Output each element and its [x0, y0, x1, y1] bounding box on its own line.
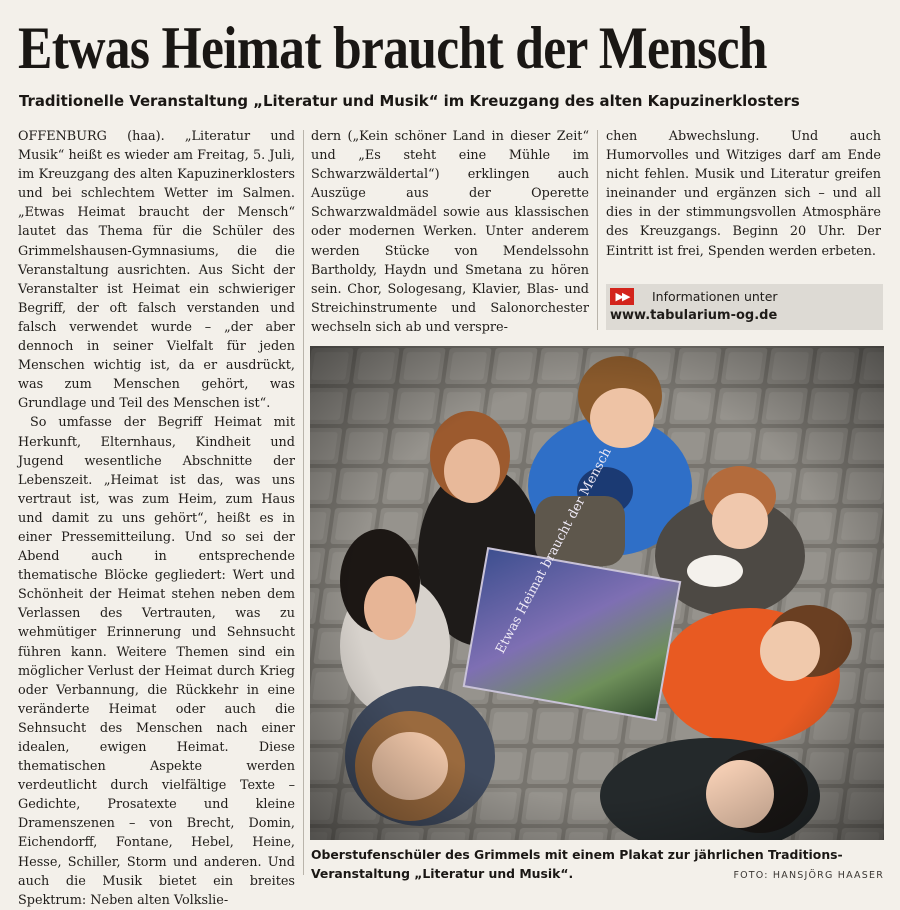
- fast-forward-icon: ▶▶: [610, 288, 634, 305]
- photo-credit: FOTO: HANSJÖRG HAASER: [733, 870, 884, 881]
- paragraph-4: chen Abwechslung. Und auch Humorvolles und Witziges darf am Ende nicht fehlen. Musik und Literatur greifen ineinander und ergänzen sich – und all dies in der stimmungsvollen Atmosphäre des Kreuzgangs. Beginn 20 Uhr. Der Eintritt ist frei, Spenden werden erbeten.: [606, 129, 881, 259]
- article-column-1: [18, 127, 295, 908]
- subheadline: Traditionelle Veranstaltung „Literatur und Musik“ im Kreuzgang des alten Kapuzinerklosters: [19, 92, 800, 110]
- info-box: [606, 284, 883, 330]
- headline: Etwas Heimat braucht der Mensch: [18, 15, 767, 81]
- info-label: Informationen unter: [652, 289, 778, 304]
- column-divider: [303, 130, 304, 875]
- paragraph-2: So umfasse der Begriff Heimat mit Herkunft, Elternhaus, Kindheit und Jugend wesentliche Abschnitte der Lebenszeit. „Heimat ist das, was uns vertraut ist, was zum Heim, zum Haus und damit zu uns gehört“, heißt es in einer Pressemitteilung. Und so sei der Abend auch in entsprechende thematische Blöcke gegliedert: Wert und Schönheit der Heimat stehen neben dem Verlassen des Vertrauten, was zu wehmütiger Erinnerung und Sehnsucht führen kann. Weitere Themen sind ein möglicher Verlust der Heimat durch Krieg oder Verbannung, die Rückkehr in eine veränderte Heimat oder auch die Sehnsucht des Menschen nach einer idealen, ewigen Heimat. Diese thematischen Aspekte werden verdeutlicht durch vielfältige Texte – Gedichte, Prosatexte und kleine Dramenszenen – von Brecht, Domin, Eichendorff, Fontane, Hebel, Heine, Hesse, Schiller, Storm und anderen. Und auch die Musik bietet ein breites Spektrum: Neben alten Volkslie-: [18, 415, 295, 908]
- group-photo-illustration: [310, 346, 884, 840]
- paragraph-1: OFFENBURG (haa). „Literatur und Musik“ heißt es wieder am Freitag, 5. Juli, im Kreuzgang des alten Kapuzinerklosters und bei schlechtem Wetter im Salmen. „Etwas Heimat braucht der Mensch“ lautet das Thema für die Schüler des Grimmelshausen-Gymnasiums, die die Veranstaltung ausrichten. Aus Sicht der Veranstalter ist Heimat ein schwieriger Begriff, der oft falsch verstanden und falsch verwendet wurde – „der aber dennoch in seiner Vielfalt für jeden Menschen wichtig ist, da er ausdrückt, was zum Menschen gehört, was Grundlage und Teil des Menschen ist“.: [18, 129, 295, 412]
- column-divider: [597, 130, 598, 330]
- info-link[interactable]: www.tabularium-og.de: [610, 308, 778, 323]
- article-column-2: [311, 127, 589, 337]
- article-column-3: [606, 127, 881, 272]
- photo-caption: Oberstufenschüler des Grimmels mit einem Plakat zur jährlichen Traditions-Veranstaltung „Literatur und Musik“.: [311, 847, 843, 881]
- group-photo: [310, 346, 884, 840]
- paragraph-3: dern („Kein schöner Land in dieser Zeit“ und „Es steht eine Mühle im Schwarzwäldertal“) erklingen auch Auszüge aus der Operette Schwarzwaldmädel sowie aus klassischen oder modernen Werken. Unter anderem werden Stücke von Mendelssohn Bartholdy, Haydn und Smetana zu hören sein. Chor, Sologesang, Klavier, Blas- und Streichinstrumente und Salonorchester wechseln sich ab und verspre-: [311, 129, 589, 335]
